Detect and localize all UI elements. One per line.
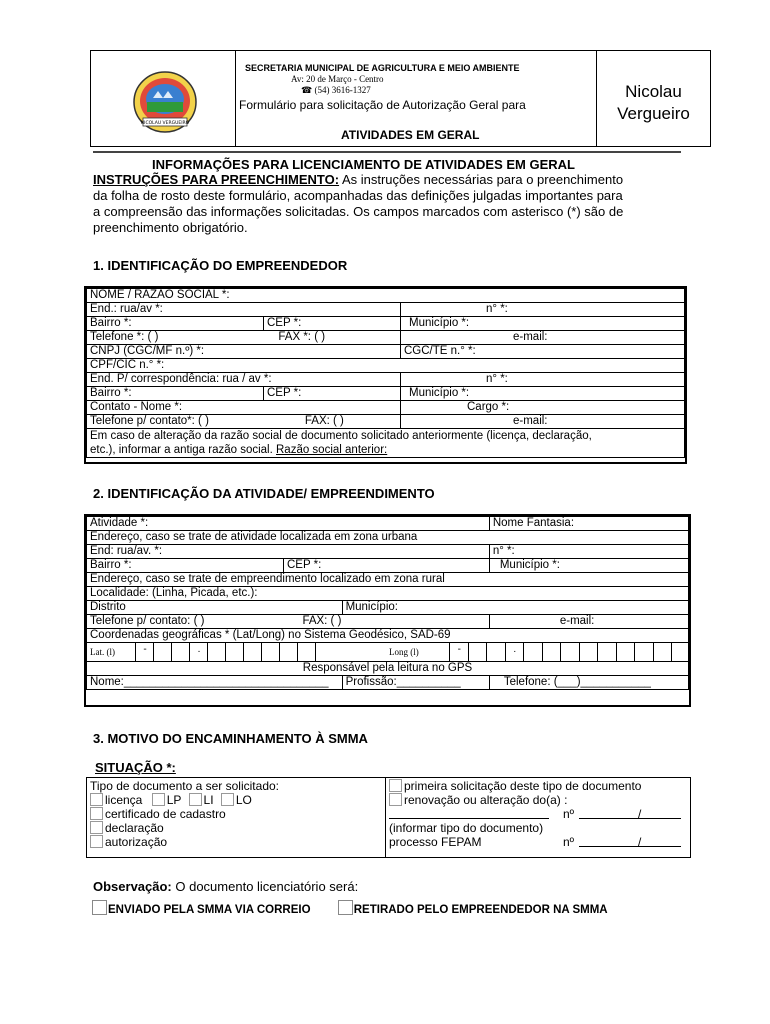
coordinate-cell[interactable]: [653, 643, 673, 661]
enviado-checkbox[interactable]: [92, 900, 107, 915]
org-name: SECRETARIA MUNICIPAL DE AGRICULTURA E MEIO AMBIENTE: [245, 63, 520, 73]
header-divider: [235, 51, 236, 146]
li-checkbox[interactable]: [189, 793, 202, 806]
renovacao-checkbox[interactable]: [389, 793, 402, 806]
field-telefone-atividade[interactable]: Telefone p/ contato: ( ) FAX: ( ): [87, 615, 490, 629]
coordinate-cell[interactable]: [171, 643, 190, 661]
field-cnpj[interactable]: CNPJ (CGC/MF n.º) *:: [87, 345, 401, 359]
field-cep-atividade[interactable]: CEP *:: [284, 559, 490, 573]
field-profissao[interactable]: Profissão:__________: [342, 676, 489, 690]
tipo-documento-options: Tipo de documento a ser solicitado: licença LP LI LO certificado de cadastro declaração autorização: [90, 779, 279, 849]
processo-fepam-line[interactable]: processo FEPAM nº /: [389, 835, 689, 849]
field-atividade[interactable]: Atividade *:: [87, 517, 490, 531]
field-endereco[interactable]: End.: rua/av *:: [87, 303, 401, 317]
section-1-title: 1. IDENTIFICAÇÃO DO EMPREENDEDOR: [93, 258, 348, 273]
field-numero[interactable]: n° *:: [401, 303, 685, 317]
coordinate-cell[interactable]: .: [505, 643, 525, 661]
label-zona-rural: Endereço, caso se trate de empreendimento localizado em zona rural: [87, 573, 689, 587]
form-subtitle: ATIVIDADES EM GERAL: [341, 128, 480, 142]
coordinate-cell[interactable]: [468, 643, 488, 661]
coordinate-cell[interactable]: [315, 643, 334, 661]
field-contato[interactable]: Contato - Nome *:: [87, 401, 401, 415]
field-municipio[interactable]: Município *:: [401, 317, 685, 331]
lp-checkbox[interactable]: [152, 793, 165, 806]
label-zona-urbana: Endereço, caso se trate de atividade localizada em zona urbana: [87, 531, 689, 545]
field-numero-atividade[interactable]: n° *:: [489, 545, 688, 559]
phone-icon: ☎: [301, 85, 313, 95]
field-bairro-correspondencia[interactable]: Bairro *:: [87, 387, 264, 401]
field-telefone-contato[interactable]: Telefone p/ contato*: ( ) FAX: ( ): [87, 415, 401, 429]
section-2-table: [86, 516, 689, 690]
field-email[interactable]: e-mail:: [401, 331, 685, 345]
coordinate-cell[interactable]: [634, 643, 654, 661]
field-bairro[interactable]: Bairro *:: [87, 317, 264, 331]
field-distrito[interactable]: Distrito: [87, 601, 343, 615]
coordinate-cell[interactable]: [243, 643, 262, 661]
field-cgc[interactable]: CGC/TE n.° *:: [401, 345, 685, 359]
field-endereco-correspondencia[interactable]: End. P/ correspondência: rua / av *:: [87, 373, 401, 387]
field-endereco-atividade[interactable]: End: rua/av. *:: [87, 545, 490, 559]
coordinate-cell[interactable]: [542, 643, 562, 661]
form-title: Formulário para solicitação de Autorização Geral para: [239, 98, 526, 112]
situacao-box: [86, 777, 691, 858]
city-name: Nicolau Vergueiro: [617, 82, 690, 123]
field-bairro-atividade[interactable]: Bairro *:: [87, 559, 284, 573]
field-numero-correspondencia[interactable]: n° *:: [401, 373, 685, 387]
field-cpf[interactable]: CPF/CIC n.° *:: [87, 359, 685, 373]
field-nome-responsavel[interactable]: Nome:________________________________: [87, 676, 343, 690]
section-3-title: 3. MOTIVO DO ENCAMINHAMENTO À SMMA: [93, 731, 368, 746]
coordinate-cell[interactable]: .: [189, 643, 208, 661]
field-localidade[interactable]: Localidade: (Linha, Picada, etc.):: [87, 587, 689, 601]
label-responsavel: Responsável pela leitura no GPS: [87, 662, 689, 676]
field-cargo[interactable]: Cargo *:: [401, 401, 685, 415]
field-razao-anterior[interactable]: Em caso de alteração da razão social de documento solicitado anteriormente (licença, declaração, etc.), informar a antiga razão social. Razão social anterior:: [87, 429, 685, 458]
solicitacao-options: primeira solicitação deste tipo de documento renovação ou alteração do(a) : nº / (informar tipo do documento) processo FEPAM nº /: [389, 779, 689, 849]
observacao: Observação: O documento licenciatório será:: [93, 879, 359, 894]
field-municipio-correspondencia[interactable]: Município *:: [401, 387, 685, 401]
field-nome-fantasia[interactable]: Nome Fantasia:: [489, 517, 688, 531]
coordinate-cell[interactable]: [261, 643, 280, 661]
header-separator: [93, 151, 681, 153]
section-1-table: [86, 288, 685, 458]
org-phone: ☎ (54) 3616-1327: [301, 85, 371, 95]
coordinate-cell[interactable]: [207, 643, 226, 661]
lat-label: Lat. (l): [90, 647, 115, 657]
coordinate-cell[interactable]: [153, 643, 172, 661]
field-cep[interactable]: CEP *:: [264, 317, 401, 331]
svg-text:NICOLAU VERGUEIRO: NICOLAU VERGUEIRO: [140, 121, 190, 126]
coordinate-cell[interactable]: -: [135, 643, 154, 661]
org-address: Av: 20 de Março - Centro: [291, 74, 384, 84]
coordinates-row: [87, 643, 689, 662]
autorizacao-checkbox[interactable]: [90, 835, 103, 848]
coordinate-cell[interactable]: [560, 643, 580, 661]
section-2-title: 2. IDENTIFICAÇÃO DA ATIVIDADE/ EMPREENDIMENTO: [93, 486, 435, 501]
coordinate-cell[interactable]: [671, 643, 691, 661]
coordinate-cell[interactable]: -: [449, 643, 469, 661]
coordinate-cell[interactable]: [225, 643, 244, 661]
intro-title: INFORMAÇÕES PARA LICENCIAMENTO DE ATIVIDADES EM GERAL: [152, 157, 575, 172]
header-box: [90, 50, 711, 147]
field-municipio-atividade[interactable]: Município *:: [489, 559, 688, 573]
coordinate-cell[interactable]: [597, 643, 617, 661]
declaracao-checkbox[interactable]: [90, 821, 103, 834]
field-nome[interactable]: NOME / RAZÃO SOCIAL *:: [87, 289, 685, 303]
coordinate-cell[interactable]: [279, 643, 298, 661]
coordinate-cell[interactable]: [616, 643, 636, 661]
field-email-contato[interactable]: e-mail:: [401, 415, 685, 429]
field-cep-correspondencia[interactable]: CEP *:: [264, 387, 401, 401]
field-telefone-responsavel[interactable]: Telefone: (___)___________: [489, 676, 688, 690]
municipal-seal-logo: [131, 68, 199, 136]
coordinate-cell[interactable]: [297, 643, 316, 661]
primeira-checkbox[interactable]: [389, 779, 402, 792]
field-email-atividade[interactable]: e-mail:: [489, 615, 688, 629]
field-municipio-rural[interactable]: Município:: [342, 601, 688, 615]
situacao-divider: [385, 778, 386, 857]
field-telefone[interactable]: Telefone *: ( ) FAX *: ( ): [87, 331, 401, 345]
coordinate-cell[interactable]: [579, 643, 599, 661]
situacao-label: SITUAÇÃO *:: [95, 760, 176, 775]
label-coordenadas: Coordenadas geográficas * (Lat/Long) no Sistema Geodésico, SAD-69: [87, 629, 689, 643]
coordinate-cell[interactable]: [523, 643, 543, 661]
lo-checkbox[interactable]: [221, 793, 234, 806]
renovacao-numero-line[interactable]: nº /: [389, 807, 689, 821]
instructions: INSTRUÇÕES PARA PREENCHIMENTO: As instruções necessárias para o preenchimento da folha de rosto deste formulário, acompanhadas das definições julgadas importantes para a compreensão das informações solicitadas. Os campos marcados com asterisco (*) são de preenchimento obrigatório.: [93, 172, 624, 235]
retirado-checkbox[interactable]: [338, 900, 353, 915]
licenca-checkbox[interactable]: [90, 793, 103, 806]
certificado-checkbox[interactable]: [90, 807, 103, 820]
envio-options: ENVIADO PELA SMMA VIA CORREIO RETIRADO PELO EMPREENDEDOR NA SMMA: [92, 900, 608, 916]
long-label: Long (l): [389, 647, 419, 657]
coordinate-cell[interactable]: [486, 643, 506, 661]
